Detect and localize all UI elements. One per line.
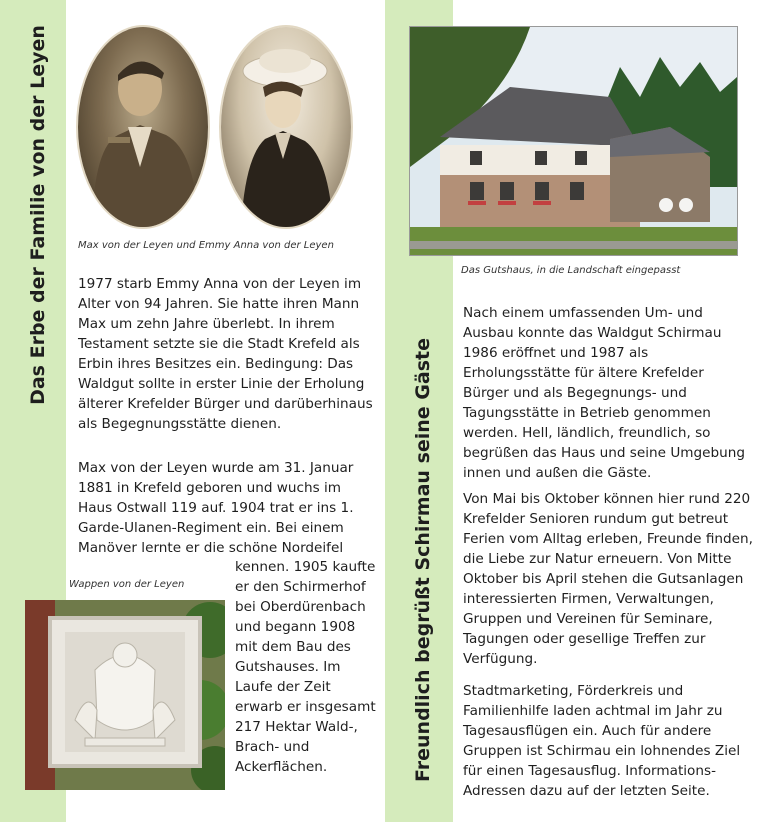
- gutshaus-photo: [409, 26, 738, 256]
- portrait-max-von-der-leyen: [78, 27, 208, 227]
- coat-of-arms-image: [25, 600, 225, 790]
- right-paragraph-3: Stadtmarketing, Förderkreis und Familienhilfe laden achtmal im Jahr zu Tagesausflügen ein. Auch für andere Gruppen ist Schirmau ein lohnendes Ziel für einen Tagesausflug. Informations-Adressen dazu auf der letzten Seite.: [463, 683, 741, 799]
- wappen-caption: Wappen von der Leyen: [69, 579, 185, 590]
- coat-of-arms-photo: [25, 600, 225, 790]
- gutshaus-image: [410, 27, 737, 255]
- portrait-emmy-figure: [221, 27, 351, 227]
- portrait-max-figure: [78, 27, 208, 227]
- portrait-caption: Max von der Leyen und Emmy Anna von der Leyen: [78, 240, 334, 251]
- left-paragraph-2: Max von der Leyen wurde am 31. Januar 1881 in Krefeld geboren und wuchs im Haus Ostwall 119 auf. 1904 trat er ins 1. Garde-Ulanen-Regiment ein. Bei einem Manöver lernte er die schöne Nordeifel: [78, 460, 354, 556]
- right-vertical-title-text: Freundlich begrüßt Schirmau seine Gäste: [412, 338, 434, 782]
- right-paragraph-2: Von Mai bis Oktober können hier rund 220 Krefelder Senioren rundum gut betreut Ferien vom Alltag erleben, Freunde finden, die Liebe zur Natur erneuern. Von Mitte Oktober bis April stehen die Gutsanlagen interessierten Firmen, Verwaltungen, Gruppen und Vereinen für Seminare, Tagungen oder gesellige Treffen zur Verfügung.: [463, 491, 753, 667]
- left-paragraph-3: kennen. 1905 kaufte er den Schirmerhof bei Oberdürenbach und begann 1908 mit dem Bau des Gutshauses. Im Laufe der Zeit erwarb er insgesamt 217 Hektar Wald-, Brach- und Ackerflächen.: [235, 559, 376, 775]
- portrait-emmy-anna-von-der-leyen: [221, 27, 351, 227]
- left-vertical-title-text: Das Erbe der Familie von der Leyen: [27, 25, 49, 405]
- right-paragraph-1: Nach einem umfassenden Um- und Ausbau konnte das Waldgut Schirmau 1986 eröffnet und 1987 als Erholungsstätte für ältere Krefelder Bürger und als Begegnungs- und Tagungsstätte in Betrieb genommen werden. Hell, ländlich, freundlich, so begrüßen das Haus und seine Umgebung innen und außen die Gäste.: [463, 305, 745, 481]
- left-paragraph-1: 1977 starb Emmy Anna von der Leyen im Alter von 94 Jahren. Sie hatte ihren Mann Max um zehn Jahre überlebt. In ihrem Testament setzte sie die Stadt Krefeld als Erbin ihres Besitzes ein. Bedingung: Das Waldgut sollte in erster Linie der Erholung älterer Krefelder Bürger und darüberhinaus als Begegnungsstätte dienen.: [78, 276, 373, 432]
- gutshaus-caption: Das Gutshaus, in die Landschaft eingepasst: [461, 265, 681, 276]
